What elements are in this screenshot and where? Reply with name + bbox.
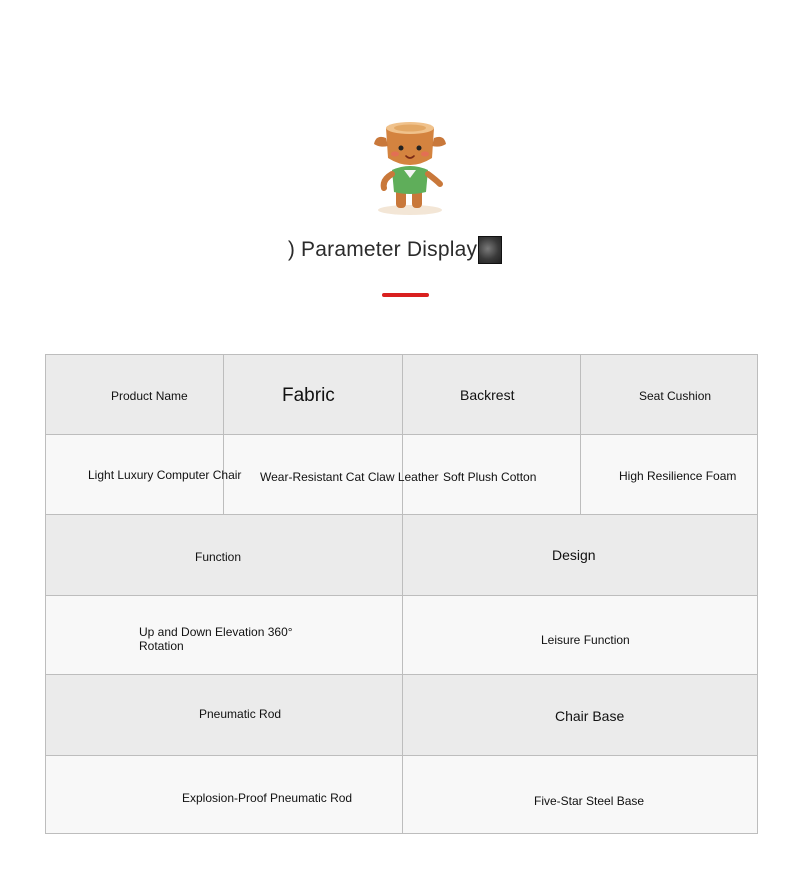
material-swatch-icon bbox=[478, 236, 502, 264]
table-cell bbox=[224, 435, 439, 514]
fabric-value: Wear-Resistant Cat Claw Leather bbox=[260, 470, 439, 484]
pneumatic-rod-header: Pneumatic Rod bbox=[199, 707, 282, 721]
title-accent-bar bbox=[382, 293, 429, 297]
table-cell bbox=[403, 435, 581, 514]
table-cell bbox=[403, 756, 757, 833]
table-cell bbox=[224, 355, 403, 434]
chair-base-value: Five-Star Steel Base bbox=[534, 794, 645, 808]
table-row bbox=[46, 515, 757, 596]
table-cell bbox=[403, 596, 757, 674]
chair-base-header: Chair Base bbox=[555, 708, 625, 724]
table-row bbox=[46, 756, 757, 833]
table-row bbox=[46, 675, 757, 756]
table-cell bbox=[403, 675, 757, 755]
function-value: Up and Down Elevation 360° Rotation bbox=[139, 625, 293, 653]
seat-cushion-value: High Resilience Foam bbox=[619, 469, 737, 483]
table-cell bbox=[46, 355, 224, 434]
backrest-value: Soft Plush Cotton bbox=[443, 470, 537, 484]
backrest-header: Backrest bbox=[460, 387, 515, 403]
product-name-header: Product Name bbox=[111, 389, 188, 403]
section-header bbox=[0, 236, 790, 264]
table-row bbox=[46, 435, 757, 515]
pneumatic-rod-value: Explosion-Proof Pneumatic Rod bbox=[182, 791, 353, 805]
page-title bbox=[288, 236, 502, 264]
table-cell bbox=[581, 355, 757, 434]
table-cell bbox=[46, 675, 403, 755]
table-cell bbox=[403, 355, 581, 434]
table-row bbox=[46, 596, 757, 675]
table-cell bbox=[46, 596, 403, 674]
table-cell bbox=[46, 515, 403, 595]
table-cell bbox=[46, 756, 403, 833]
table-row bbox=[46, 355, 757, 435]
mascot-illustration bbox=[370, 118, 450, 218]
table-cell bbox=[581, 435, 757, 514]
page-title-text: ) Parameter Display bbox=[287, 238, 478, 261]
function-header: Function bbox=[195, 550, 242, 564]
design-value: Leisure Function bbox=[541, 633, 630, 647]
parameter-table bbox=[45, 354, 758, 834]
table-cell bbox=[46, 435, 242, 514]
seat-cushion-header: Seat Cushion bbox=[639, 389, 712, 403]
fabric-header: Fabric bbox=[282, 385, 335, 406]
table-cell bbox=[403, 515, 757, 595]
product-name-value: Light Luxury Computer Chair bbox=[88, 468, 242, 482]
design-header: Design bbox=[552, 547, 596, 563]
